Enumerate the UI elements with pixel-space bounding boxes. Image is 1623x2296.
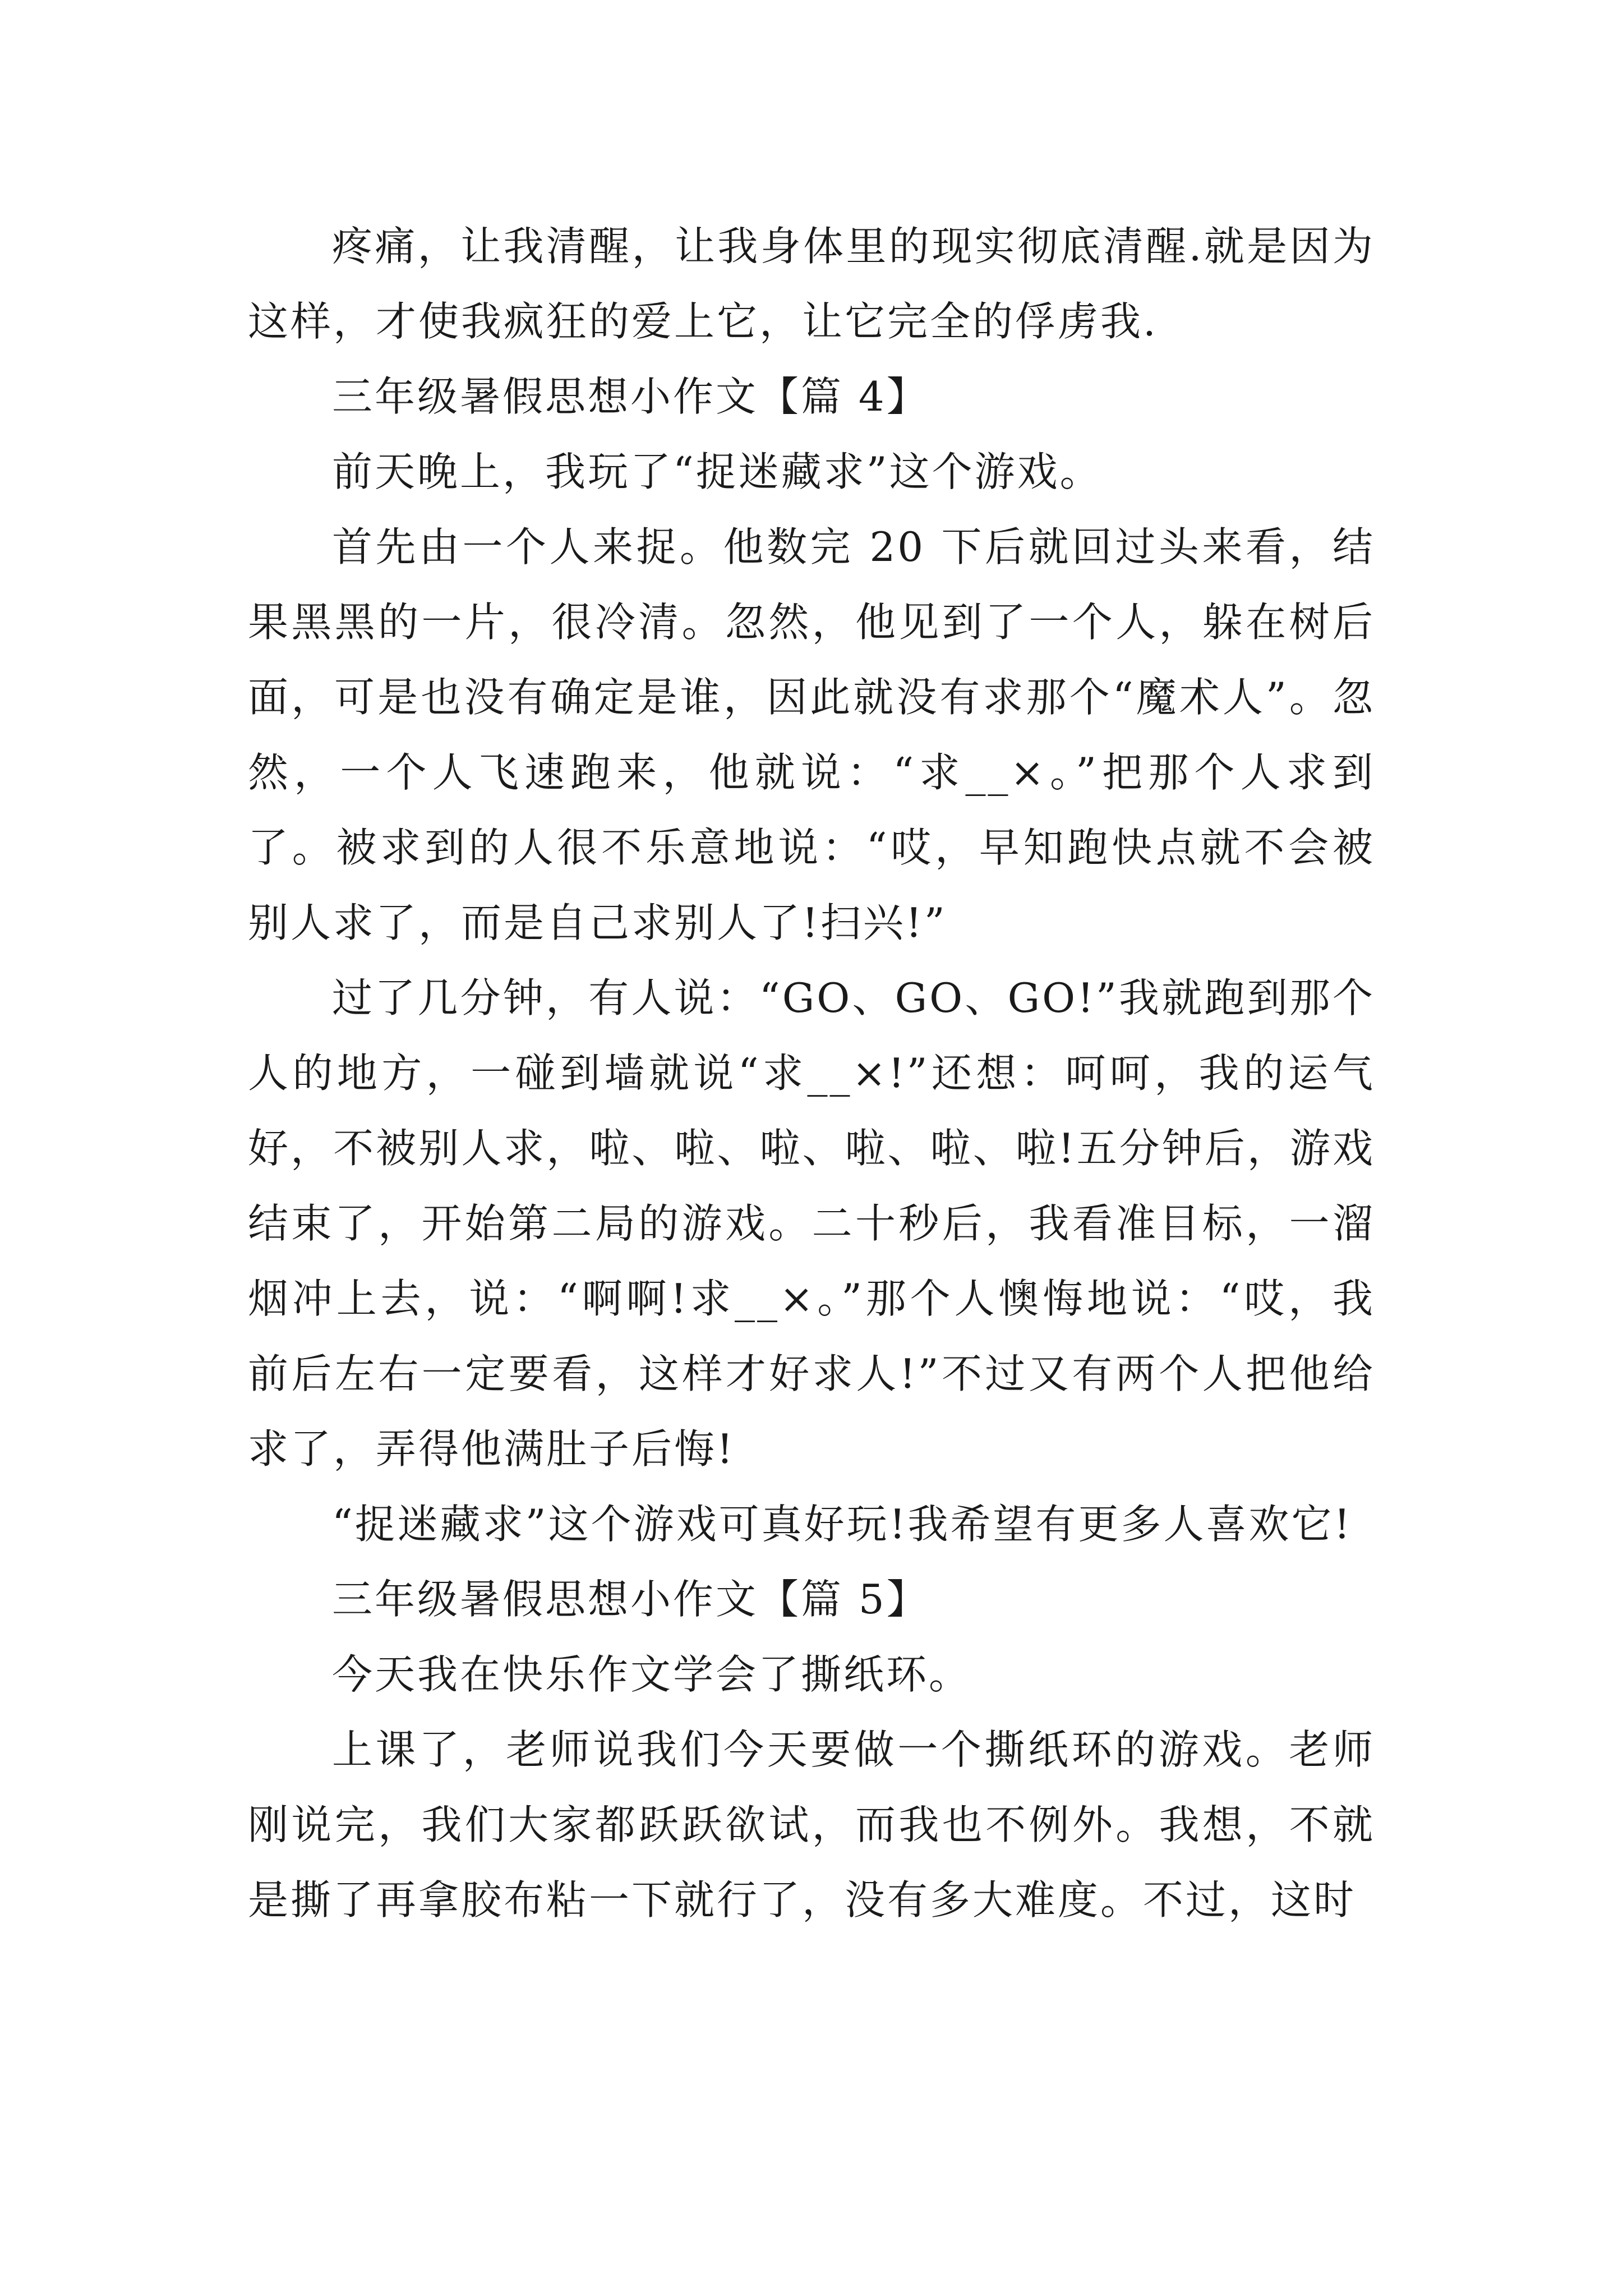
paragraph: “捉迷藏求”这个游戏可真好玩!我希望有更多人喜欢它! (332, 1501, 1353, 1548)
paragraph: 前天晚上，我玩了“捉迷藏求”这个游戏。 (332, 448, 1103, 495)
paragraph: 过了几分钟，有人说：“GO、GO、GO!”我就跑到那个人的地方，一碰到墙就说“求__×!”还想：呵呵，我的运气好，不被别人求，啦、啦、啦、啦、啦、啦!五分钟后，游戏结束了，开始第二局的游戏。二十秒后，我看准目标，一溜烟冲上去，说：“啊啊!求__×。”那个人懊悔地说：“哎，我前后左右一定要看，这样才好求人!”不过又有两个人把他给求了，弄得他满肚子后悔! (248, 974, 1375, 1473)
paragraph-continuation: 疼痛，让我清醒，让我身体里的现实彻底清醒.就是因为这样，才使我疯狂的爱上它，让它完全的俘虏我. (248, 223, 1375, 345)
section-heading-5: 三年级暑假思想小作文【篇 5】 (332, 1576, 929, 1623)
paragraph: 上课了，老师说我们今天要做一个撕纸环的游戏。老师刚说完，我们大家都跃跃欲试，而我也不例外。我想，不就是撕了再拿胶布粘一下就行了，没有多大难度。不过，这时 (248, 1726, 1375, 1924)
document-body (248, 209, 1375, 1938)
section-heading-4: 三年级暑假思想小作文【篇 4】 (332, 373, 929, 420)
paragraph: 今天我在快乐作文学会了撕纸环。 (332, 1651, 972, 1698)
paragraph: 首先由一个人来捉。他数完 20 下后就回过头来看，结果黑黑的一片，很冷清。忽然，他见到了一个人，躲在树后面，可是也没有确定是谁，因此就没有求那个“魔术人”。忽然，一个人飞速跑来，他就说：“求__×。”把那个人求到了。被求到的人很不乐意地说：“哎，早知跑快点就不会被别人求了，而是自己求别人了!扫兴!” (248, 523, 1375, 946)
